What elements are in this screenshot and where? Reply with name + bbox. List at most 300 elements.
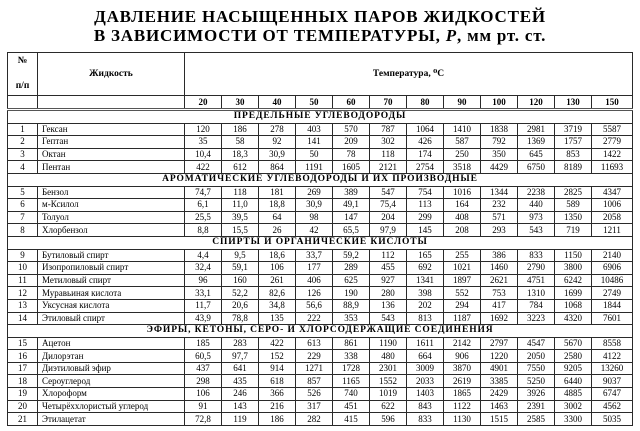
pressure-value: 4562 <box>592 400 633 413</box>
pressure-value: 3223 <box>518 312 555 325</box>
pressure-value: 164 <box>444 199 481 212</box>
row-number: 17 <box>8 362 38 375</box>
pressure-value: 2050 <box>518 350 555 363</box>
pressure-value: 1165 <box>333 375 370 388</box>
pressure-value: 6242 <box>555 274 592 287</box>
pressure-value: 4751 <box>518 274 555 287</box>
pressure-value: 317 <box>296 400 333 413</box>
pressure-value: 299 <box>407 211 444 224</box>
row-number: 3 <box>8 148 38 161</box>
pressure-value: 1190 <box>370 337 407 350</box>
pressure-value: 246 <box>222 388 259 401</box>
pressure-value: 1006 <box>592 199 633 212</box>
pressure-value: 118 <box>370 148 407 161</box>
pressure-value: 1422 <box>592 148 633 161</box>
pressure-value: 1150 <box>555 249 592 262</box>
liquid-name: Ацетон <box>38 337 185 350</box>
pressure-value: 11693 <box>592 161 633 174</box>
pressure-value: 3870 <box>444 362 481 375</box>
liquid-name: Толуол <box>38 211 185 224</box>
pressure-value: 293 <box>481 224 518 237</box>
table-row <box>8 400 633 413</box>
pressure-value: 7601 <box>592 312 633 325</box>
pressure-value: 3719 <box>555 123 592 136</box>
pressure-value: 126 <box>296 287 333 300</box>
table-row <box>8 123 633 136</box>
section-header-row <box>8 236 633 249</box>
pressure-value: 204 <box>370 211 407 224</box>
pressure-value: 618 <box>259 375 296 388</box>
section-header-row <box>8 325 633 338</box>
pressure-value: 2981 <box>518 123 555 136</box>
pressure-value: 480 <box>370 350 407 363</box>
pressure-value: 5035 <box>592 413 633 426</box>
pressure-value: 82,6 <box>259 287 296 300</box>
pressure-value: 857 <box>296 375 333 388</box>
pressure-value: 1064 <box>407 123 444 136</box>
pressure-value: 1692 <box>481 312 518 325</box>
pressure-value: 2238 <box>518 186 555 199</box>
pressure-value: 6747 <box>592 388 633 401</box>
pressure-value: 787 <box>370 123 407 136</box>
pressure-value: 1344 <box>481 186 518 199</box>
pressure-value: 784 <box>518 299 555 312</box>
pressure-value: 6440 <box>555 375 592 388</box>
pressure-value: 20,6 <box>222 299 259 312</box>
row-number: 8 <box>8 224 38 237</box>
pressure-value: 11,0 <box>222 199 259 212</box>
pressure-value: 398 <box>407 287 444 300</box>
temp-column-header: 30 <box>222 96 259 110</box>
pressure-value: 2790 <box>518 262 555 275</box>
pressure-value: 282 <box>296 413 333 426</box>
pressure-value: 35 <box>185 136 222 149</box>
table-row <box>8 312 633 325</box>
pressure-value: 1220 <box>481 350 518 363</box>
pressure-value: 222 <box>296 312 333 325</box>
temp-values-row <box>8 96 633 110</box>
pressure-value: 3002 <box>555 400 592 413</box>
section-header: ЭФИРЫ, КЕТОНЫ, СЕРО- И ХЛОРСОДЕРЖАЩИЕ СОЕДИНЕНИЯ <box>8 325 633 338</box>
row-number: 18 <box>8 375 38 388</box>
pressure-value: 813 <box>407 312 444 325</box>
pressure-value: 59,1 <box>222 262 259 275</box>
pressure-value: 269 <box>296 186 333 199</box>
pressure-value: 612 <box>222 161 259 174</box>
pressure-value: 1699 <box>555 287 592 300</box>
table-row <box>8 362 633 375</box>
num-column-header <box>8 53 38 96</box>
row-number: 1 <box>8 123 38 136</box>
table-row <box>8 413 633 426</box>
table-row <box>8 350 633 363</box>
liquid-name: Уксусная кислота <box>38 299 185 312</box>
pressure-value: 5250 <box>518 375 555 388</box>
pressure-value: 6,1 <box>185 199 222 212</box>
row-number: 4 <box>8 161 38 174</box>
pressure-value: 350 <box>481 148 518 161</box>
liquid-name: Октан <box>38 148 185 161</box>
table-row <box>8 287 633 300</box>
row-number: 7 <box>8 211 38 224</box>
temp-column-header: 100 <box>481 96 518 110</box>
pressure-value: 174 <box>407 148 444 161</box>
title-line-2 <box>0 26 640 45</box>
pressure-value: 3300 <box>555 413 592 426</box>
pressure-value: 1341 <box>407 274 444 287</box>
pressure-value: 338 <box>333 350 370 363</box>
empty-cell <box>8 96 38 110</box>
row-number: 14 <box>8 312 38 325</box>
pressure-value: 50 <box>296 148 333 161</box>
pressure-value: 255 <box>444 249 481 262</box>
pressure-value: 1068 <box>555 299 592 312</box>
table-row <box>8 224 633 237</box>
pressure-value: 34,8 <box>259 299 296 312</box>
table-row <box>8 262 633 275</box>
pressure-value: 719 <box>555 224 592 237</box>
pressure-value: 289 <box>333 262 370 275</box>
pressure-value: 415 <box>333 413 370 426</box>
pressure-value: 280 <box>370 287 407 300</box>
pressure-value: 147 <box>333 211 370 224</box>
row-number: 19 <box>8 388 38 401</box>
pressure-value: 1310 <box>518 287 555 300</box>
pressure-value: 389 <box>333 186 370 199</box>
pressure-value: 202 <box>407 299 444 312</box>
pressure-value: 33,1 <box>185 287 222 300</box>
pressure-value: 9,5 <box>222 249 259 262</box>
row-number: 6 <box>8 199 38 212</box>
pressure-value: 543 <box>370 312 407 325</box>
row-number: 2 <box>8 136 38 149</box>
liquid-name: Бензол <box>38 186 185 199</box>
pressure-value: 1605 <box>333 161 370 174</box>
liquid-name: Гексан <box>38 123 185 136</box>
pressure-value: 96 <box>185 274 222 287</box>
table-row <box>8 136 633 149</box>
pressure-value: 11,7 <box>185 299 222 312</box>
num-column-header-stack <box>8 54 37 94</box>
pressure-value: 165 <box>407 249 444 262</box>
pressure-value: 136 <box>370 299 407 312</box>
pressure-value: 2121 <box>370 161 407 174</box>
pressure-value: 2142 <box>444 337 481 350</box>
row-number: 21 <box>8 413 38 426</box>
pressure-value: 543 <box>518 224 555 237</box>
pressure-value: 451 <box>333 400 370 413</box>
table-row <box>8 186 633 199</box>
pressure-value: 547 <box>370 186 407 199</box>
pressure-value: 2754 <box>407 161 444 174</box>
pressure-value: 232 <box>481 199 518 212</box>
pressure-value: 60,5 <box>185 350 222 363</box>
pressure-value: 112 <box>370 249 407 262</box>
pressure-value: 2140 <box>592 249 633 262</box>
title-pressure-symbol: Р <box>445 26 457 45</box>
pressure-value: 426 <box>407 136 444 149</box>
section-header: АРОМАТИЧЕСКИЕ УГЛЕВОДОРОДЫ И ИХ ПРОИЗВОДНЫЕ <box>8 173 633 186</box>
table-row <box>8 337 633 350</box>
pressure-value: 8,8 <box>185 224 222 237</box>
pressure-value: 135 <box>259 312 296 325</box>
pressure-value: 1191 <box>296 161 333 174</box>
pressure-value: 587 <box>444 136 481 149</box>
temp-column-header: 130 <box>555 96 592 110</box>
pressure-value: 209 <box>333 136 370 149</box>
page-title <box>0 7 640 45</box>
pressure-value: 3518 <box>444 161 481 174</box>
pressure-value: 143 <box>222 400 259 413</box>
pressure-value: 30,9 <box>296 199 333 212</box>
pressure-value: 5587 <box>592 123 633 136</box>
pressure-value: 645 <box>518 148 555 161</box>
section-header-row <box>8 173 633 186</box>
pressure-value: 2429 <box>481 388 518 401</box>
temp-column-header: 90 <box>444 96 481 110</box>
pressure-value: 92 <box>259 136 296 149</box>
pressure-value: 1369 <box>518 136 555 149</box>
pressure-value: 1460 <box>481 262 518 275</box>
row-number: 12 <box>8 287 38 300</box>
pressure-value: 613 <box>296 337 333 350</box>
pressure-value: 1021 <box>444 262 481 275</box>
pressure-value: 2058 <box>592 211 633 224</box>
pressure-value: 2585 <box>518 413 555 426</box>
pressure-value: 120 <box>185 123 222 136</box>
pressure-value: 2033 <box>407 375 444 388</box>
table-row <box>8 161 633 174</box>
pressure-value: 914 <box>259 362 296 375</box>
pressure-value: 2779 <box>592 136 633 149</box>
pressure-value: 3800 <box>555 262 592 275</box>
row-number: 11 <box>8 274 38 287</box>
pressure-value: 229 <box>296 350 333 363</box>
pressure-value: 864 <box>259 161 296 174</box>
pressure-value: 56,6 <box>296 299 333 312</box>
pressure-value: 26 <box>259 224 296 237</box>
temp-column-header: 50 <box>296 96 333 110</box>
pressure-value: 437 <box>185 362 222 375</box>
pressure-value: 1410 <box>444 123 481 136</box>
pressure-value: 10,4 <box>185 148 222 161</box>
pressure-value: 1897 <box>444 274 481 287</box>
table-row <box>8 375 633 388</box>
pressure-value: 1838 <box>481 123 518 136</box>
pressure-value: 1865 <box>444 388 481 401</box>
pressure-value: 1611 <box>407 337 444 350</box>
pressure-value: 1271 <box>296 362 333 375</box>
pressure-value: 152 <box>259 350 296 363</box>
pressure-value: 74,7 <box>185 186 222 199</box>
pressure-value: 30,9 <box>259 148 296 161</box>
pressure-value: 641 <box>222 362 259 375</box>
pressure-value: 261 <box>259 274 296 287</box>
pressure-value: 526 <box>296 388 333 401</box>
liquid-name: Хлороформ <box>38 388 185 401</box>
pressure-value: 406 <box>296 274 333 287</box>
pressure-value: 366 <box>259 388 296 401</box>
temp-column-header: 20 <box>185 96 222 110</box>
pressure-value: 1130 <box>444 413 481 426</box>
liquid-name: Сероуглерод <box>38 375 185 388</box>
pressure-value: 181 <box>259 186 296 199</box>
pressure-value: 6906 <box>592 262 633 275</box>
pressure-value: 32,4 <box>185 262 222 275</box>
pressure-value: 294 <box>444 299 481 312</box>
liquid-name: Гептан <box>38 136 185 149</box>
section-header: ПРЕДЕЛЬНЫЕ УГЛЕВОДОРОДЫ <box>8 110 633 124</box>
pressure-value: 4347 <box>592 186 633 199</box>
row-number: 5 <box>8 186 38 199</box>
pressure-value: 843 <box>407 400 444 413</box>
pressure-value: 33,7 <box>296 249 333 262</box>
pressure-value: 8189 <box>555 161 592 174</box>
pressure-value: 97,9 <box>370 224 407 237</box>
liquid-name: Этилацетат <box>38 413 185 426</box>
num-header-line-1: № <box>17 56 28 66</box>
pressure-value: 753 <box>481 287 518 300</box>
pressure-value: 4901 <box>481 362 518 375</box>
liquid-name: Четырёххлористый углерод <box>38 400 185 413</box>
pressure-value: 1728 <box>333 362 370 375</box>
pressure-value: 589 <box>555 199 592 212</box>
pressure-value: 42 <box>296 224 333 237</box>
pressure-value: 106 <box>185 388 222 401</box>
temp-column-header: 60 <box>333 96 370 110</box>
row-number: 15 <box>8 337 38 350</box>
pressure-value: 6750 <box>518 161 555 174</box>
pressure-value: 88,9 <box>333 299 370 312</box>
pressure-value: 353 <box>333 312 370 325</box>
pressure-value: 9205 <box>555 362 592 375</box>
temp-column-header: 120 <box>518 96 555 110</box>
table-row <box>8 388 633 401</box>
pressure-value: 1552 <box>370 375 407 388</box>
temperature-header: Температура, ⁰С <box>185 53 633 96</box>
pressure-value: 216 <box>259 400 296 413</box>
title-line-2-suffix: , мм рт. ст. <box>456 26 547 45</box>
pressure-value: 302 <box>370 136 407 149</box>
empty-cell <box>38 96 185 110</box>
pressure-value: 9037 <box>592 375 633 388</box>
pressure-value: 119 <box>222 413 259 426</box>
pressure-value: 186 <box>259 413 296 426</box>
pressure-value: 49,1 <box>333 199 370 212</box>
table-row <box>8 211 633 224</box>
pressure-value: 78 <box>333 148 370 161</box>
pressure-value: 283 <box>222 337 259 350</box>
temp-column-header: 70 <box>370 96 407 110</box>
pressure-value: 190 <box>333 287 370 300</box>
pressure-value: 625 <box>333 274 370 287</box>
pressure-value: 106 <box>259 262 296 275</box>
pressure-value: 403 <box>296 123 333 136</box>
pressure-value: 4320 <box>555 312 592 325</box>
pressure-value: 2391 <box>518 400 555 413</box>
pressure-value: 160 <box>222 274 259 287</box>
pressure-value: 596 <box>370 413 407 426</box>
liquid-name: Дилорэтан <box>38 350 185 363</box>
pressure-value: 3926 <box>518 388 555 401</box>
pressure-value: 740 <box>333 388 370 401</box>
pressure-value: 2619 <box>444 375 481 388</box>
pressure-value: 622 <box>370 400 407 413</box>
pressure-value: 692 <box>407 262 444 275</box>
pressure-value: 65,5 <box>333 224 370 237</box>
pressure-value: 298 <box>185 375 222 388</box>
pressure-value: 1350 <box>555 211 592 224</box>
section-header-row <box>8 110 633 124</box>
pressure-value: 208 <box>444 224 481 237</box>
pressure-value: 1019 <box>370 388 407 401</box>
liquid-name: Метиловый спирт <box>38 274 185 287</box>
pressure-value: 2621 <box>481 274 518 287</box>
header-row <box>8 53 633 96</box>
pressure-value: 1844 <box>592 299 633 312</box>
pressure-value: 64 <box>259 211 296 224</box>
pressure-value: 4885 <box>555 388 592 401</box>
pressure-value: 250 <box>444 148 481 161</box>
pressure-value: 4429 <box>481 161 518 174</box>
pressure-value: 1187 <box>444 312 481 325</box>
pressure-value: 570 <box>333 123 370 136</box>
pressure-value: 118 <box>222 186 259 199</box>
pressure-value: 861 <box>333 337 370 350</box>
temp-column-header: 80 <box>407 96 444 110</box>
pressure-value: 664 <box>407 350 444 363</box>
pressure-value: 417 <box>481 299 518 312</box>
row-number: 13 <box>8 299 38 312</box>
pressure-value: 278 <box>259 123 296 136</box>
pressure-value: 1515 <box>481 413 518 426</box>
pressure-value: 4547 <box>518 337 555 350</box>
num-header-line-2: п/п <box>15 81 30 91</box>
vapor-pressure-table <box>7 52 633 426</box>
pressure-value: 2580 <box>555 350 592 363</box>
liquid-name: Диэтиловый эфир <box>38 362 185 375</box>
liquid-name: Пентан <box>38 161 185 174</box>
pressure-value: 25,5 <box>185 211 222 224</box>
pressure-value: 833 <box>518 249 555 262</box>
section-header: СПИРТЫ И ОРГАНИЧЕСКИЕ КИСЛОТЫ <box>8 236 633 249</box>
pressure-value: 91 <box>185 400 222 413</box>
pressure-value: 145 <box>407 224 444 237</box>
table-row <box>8 148 633 161</box>
pressure-value: 973 <box>518 211 555 224</box>
pressure-value: 2749 <box>592 287 633 300</box>
pressure-value: 455 <box>370 262 407 275</box>
pressure-value: 408 <box>444 211 481 224</box>
pressure-value: 75,4 <box>370 199 407 212</box>
pressure-value: 792 <box>481 136 518 149</box>
pressure-value: 97,7 <box>222 350 259 363</box>
table-row <box>8 299 633 312</box>
row-number: 10 <box>8 262 38 275</box>
pressure-value: 435 <box>222 375 259 388</box>
title-line-2-prefix: В ЗАВИСИМОСТИ ОТ ТЕМПЕРАТУРЫ, <box>93 26 446 45</box>
pressure-value: 386 <box>481 249 518 262</box>
pressure-value: 39,5 <box>222 211 259 224</box>
pressure-value: 185 <box>185 337 222 350</box>
pressure-value: 4122 <box>592 350 633 363</box>
pressure-value: 141 <box>296 136 333 149</box>
pressure-value: 906 <box>444 350 481 363</box>
pressure-value: 1757 <box>555 136 592 149</box>
table-header <box>8 53 633 110</box>
pressure-value: 18,6 <box>259 249 296 262</box>
liquid-name: Хлорбензол <box>38 224 185 237</box>
